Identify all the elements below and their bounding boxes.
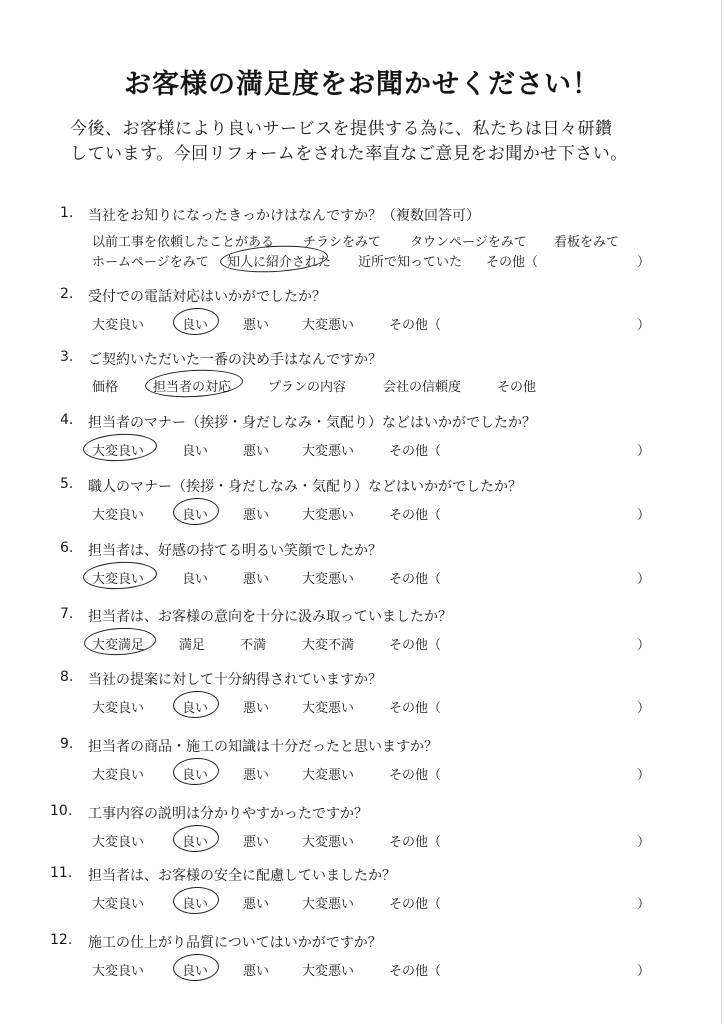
option[interactable]: 大変悪い xyxy=(302,508,355,523)
option[interactable]: 悪い xyxy=(243,897,270,912)
option[interactable]: その他（ xyxy=(389,964,442,979)
selection-circle xyxy=(172,757,219,786)
question-number: 4. xyxy=(60,412,74,428)
close-paren: ） xyxy=(637,255,651,270)
option[interactable]: 悪い xyxy=(243,444,270,459)
option[interactable]: 以前工事を依頼したことがある xyxy=(92,235,275,250)
intro-line: しています。今回リフォームをされた率直なご意見をお聞かせ下さい。 xyxy=(70,144,628,164)
question-text: 受付での電話対応はいかがでしたか？ xyxy=(88,289,326,305)
question-number: 7. xyxy=(60,606,74,622)
option[interactable]: 悪い xyxy=(243,318,270,333)
question-number: 3. xyxy=(60,349,74,365)
question-text: 当社をお知りになったきっかけはなんですか？（複数回答可） xyxy=(88,208,480,224)
option-selected[interactable]: 担当者の対応 xyxy=(153,380,232,395)
option[interactable]: 大変悪い xyxy=(302,768,355,783)
option[interactable]: その他 xyxy=(497,380,537,395)
option[interactable]: チラシをみて xyxy=(303,235,382,250)
option[interactable]: 近所で知っていた xyxy=(358,255,463,270)
option-selected[interactable]: 大変満足 xyxy=(92,638,145,653)
option[interactable]: 悪い xyxy=(243,701,270,716)
option-selected[interactable]: 良い xyxy=(182,508,209,523)
close-paren: ） xyxy=(637,508,651,523)
option[interactable]: その他（ xyxy=(389,444,442,459)
page-title: お客様の満足度をお聞かせください！ xyxy=(124,69,600,100)
intro-text xyxy=(70,117,670,167)
question-number: 12. xyxy=(50,932,73,948)
question-11 xyxy=(0,865,724,935)
selection-circle xyxy=(172,953,219,982)
option[interactable]: 大変良い xyxy=(92,768,145,783)
option[interactable]: 悪い xyxy=(243,572,270,587)
option[interactable]: 満足 xyxy=(179,638,206,653)
option[interactable]: 不満 xyxy=(240,638,267,653)
option-selected[interactable]: 良い xyxy=(182,897,209,912)
question-text: 担当者のマナー（挨拶・身だしなみ・気配り）などはいかがでしたか？ xyxy=(88,415,536,431)
question-number: 10. xyxy=(50,803,73,819)
question-2 xyxy=(0,286,724,356)
selection-circle xyxy=(83,626,156,657)
option[interactable]: 大変悪い xyxy=(302,897,355,912)
option[interactable]: 悪い xyxy=(243,835,270,850)
option[interactable]: その他（ xyxy=(389,768,442,783)
close-paren: ） xyxy=(637,638,651,653)
selection-circle xyxy=(82,560,157,591)
question-text: 当社の提案に対して十分納得されていますか？ xyxy=(88,672,382,688)
question-text: 職人のマナー（挨拶・身だしなみ・気配り）などはいかがでしたか？ xyxy=(88,479,522,495)
option[interactable]: 大変良い xyxy=(92,701,145,716)
option[interactable]: タウンページをみて xyxy=(410,235,527,250)
question-text: 担当者は、好感の持てる明るい笑顔でしたか？ xyxy=(88,543,382,559)
option[interactable]: 悪い xyxy=(243,964,270,979)
option[interactable]: 価格 xyxy=(92,380,119,395)
close-paren: ） xyxy=(637,897,651,912)
option-selected[interactable]: 知人に紹介された xyxy=(227,255,332,270)
close-paren: ） xyxy=(637,701,651,716)
option[interactable]: 大変不満 xyxy=(302,638,355,653)
question-7 xyxy=(0,606,724,676)
option[interactable]: 大変悪い xyxy=(302,444,355,459)
close-paren: ） xyxy=(637,318,651,333)
question-text: 担当者の商品・施工の知識は十分だったと思いますか？ xyxy=(88,739,438,755)
option[interactable]: その他（ xyxy=(389,318,442,333)
option[interactable]: 大変良い xyxy=(92,508,145,523)
question-5 xyxy=(0,476,724,546)
option[interactable]: 悪い xyxy=(243,508,270,523)
option-selected[interactable]: 良い xyxy=(182,964,209,979)
option-selected[interactable]: 大変良い xyxy=(92,444,145,459)
close-paren: ） xyxy=(637,572,651,587)
option[interactable]: 良い xyxy=(182,444,209,459)
selection-circle xyxy=(172,307,219,336)
question-8 xyxy=(0,669,724,739)
question-number: 6. xyxy=(60,540,74,556)
option[interactable]: その他（ xyxy=(389,508,442,523)
question-6 xyxy=(0,540,724,610)
option[interactable]: その他（ xyxy=(486,255,539,270)
selection-circle xyxy=(172,824,219,853)
intro-line: 今後、お客様により良いサービスを提供する為に、私たちは日々研鑽 xyxy=(70,119,613,139)
option-selected[interactable]: 良い xyxy=(182,318,209,333)
option[interactable]: 悪い xyxy=(243,768,270,783)
option[interactable]: プランの内容 xyxy=(268,380,347,395)
option[interactable]: 看板をみて xyxy=(554,235,620,250)
question-number: 1. xyxy=(60,205,74,221)
question-text: ご契約いただいた一番の決め手はなんですか？ xyxy=(88,352,382,368)
option[interactable]: その他（ xyxy=(389,701,442,716)
question-text: 施工の仕上がり品質についてはいかがですか？ xyxy=(88,935,382,951)
option[interactable]: 大変悪い xyxy=(302,701,355,716)
close-paren: ） xyxy=(637,768,651,783)
selection-circle xyxy=(172,497,219,526)
option[interactable]: 会社の信頼度 xyxy=(383,380,462,395)
option[interactable]: 大変悪い xyxy=(302,964,355,979)
question-3 xyxy=(0,349,724,419)
question-number: 8. xyxy=(60,669,74,685)
question-1 xyxy=(0,205,724,275)
option[interactable]: 大変悪い xyxy=(302,318,355,333)
option-selected[interactable]: 大変良い xyxy=(92,572,145,587)
close-paren: ） xyxy=(637,835,651,850)
close-paren: ） xyxy=(637,964,651,979)
question-text: 工事内容の説明は分かりやすかったですか？ xyxy=(88,806,368,822)
option[interactable]: その他（ xyxy=(389,638,442,653)
question-number: 11. xyxy=(50,865,73,881)
question-text: 担当者は、お客様の安全に配慮していましたか？ xyxy=(88,868,396,884)
option[interactable]: その他（ xyxy=(389,835,442,850)
selection-circle xyxy=(172,690,219,719)
question-9 xyxy=(0,736,724,806)
question-number: 9. xyxy=(60,736,74,752)
option[interactable]: その他（ xyxy=(389,897,442,912)
selection-circle xyxy=(82,432,157,463)
option[interactable]: 大変良い xyxy=(92,964,145,979)
question-12 xyxy=(0,932,724,1002)
question-10 xyxy=(0,803,724,873)
close-paren: ） xyxy=(637,444,651,459)
selection-circle xyxy=(172,886,219,915)
question-text: 担当者は、お客様の意向を十分に汲み取っていましたか？ xyxy=(88,609,452,625)
question-number: 5. xyxy=(60,476,74,492)
option-selected[interactable]: 良い xyxy=(182,701,209,716)
option[interactable]: 大変悪い xyxy=(302,572,355,587)
option[interactable]: 大変良い xyxy=(92,318,145,333)
option-selected[interactable]: 良い xyxy=(182,768,209,783)
question-number: 2. xyxy=(60,286,74,302)
option[interactable]: 大変良い xyxy=(92,897,145,912)
option[interactable]: 大変悪い xyxy=(302,835,355,850)
question-4 xyxy=(0,412,724,482)
option[interactable]: ホームページをみて xyxy=(92,255,209,270)
option[interactable]: その他（ xyxy=(389,572,442,587)
option-selected[interactable]: 良い xyxy=(182,835,209,850)
option[interactable]: 良い xyxy=(182,572,209,587)
option[interactable]: 大変良い xyxy=(92,835,145,850)
